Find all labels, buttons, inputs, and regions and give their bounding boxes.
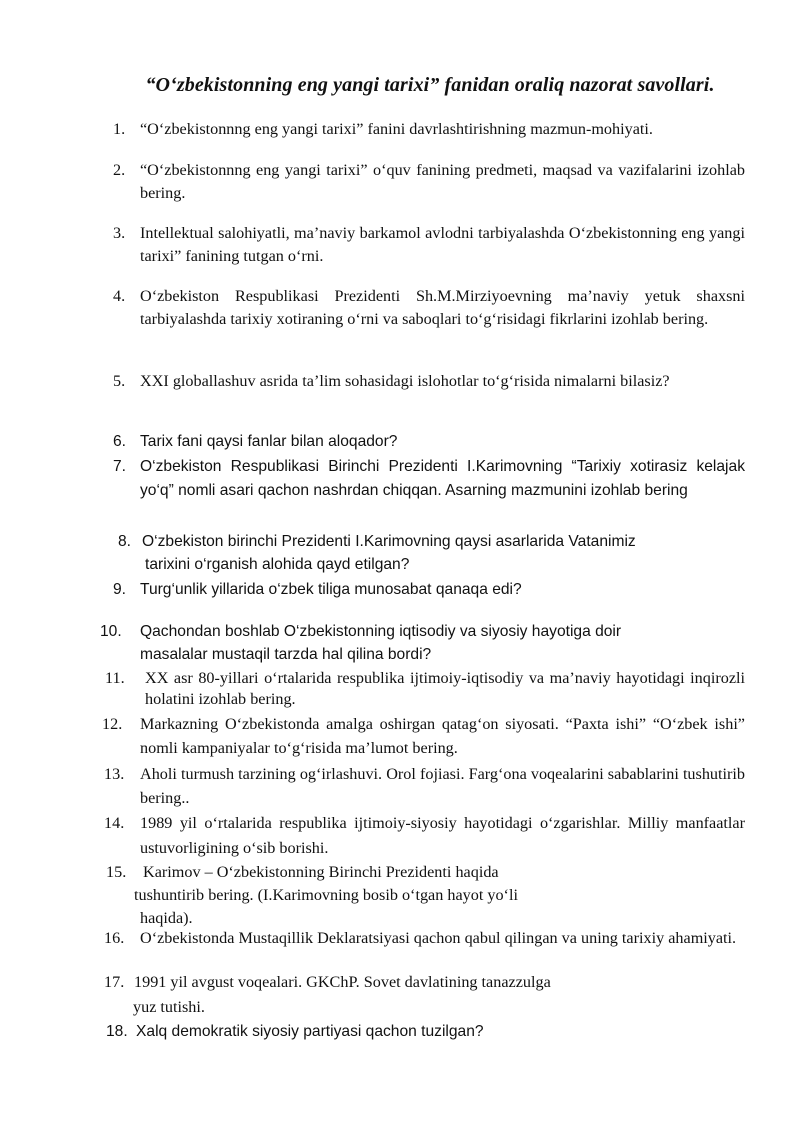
item-text: “O‘zbekistonnng eng yangi tarixi” fanini davrlashtirishning mazmun-mohiyati. (140, 120, 653, 138)
item-number: 8. (118, 533, 132, 550)
item-text: XXI globallashuv asrida ta’lim sohasidagi islohotlar to‘g‘risida nimalarni bilasiz? (140, 372, 670, 390)
item-text: Tarix fani qaysi fanlar bilan aloqador? (140, 433, 398, 450)
list-item (104, 927, 745, 950)
item-number: 18. (106, 1023, 128, 1040)
list-item (100, 620, 745, 666)
item-number: 6. (113, 433, 127, 450)
list-item (113, 578, 745, 601)
item-number: 4. (113, 287, 126, 305)
item-text: O‘zbekiston Respublikasi Birinchi Prezidenti I.Karimovning “Tarixiy xotirasiz kelajak yo‘q” nomli asari qachon nashrdan chiqqan. Asarning mazmunini izohlab bering (140, 458, 745, 499)
item-number: 1. (113, 120, 126, 138)
item-text: XX asr 80-yillari o‘rtalarida respublika ijtimoiy-iqtisodiy va ma’naviy hayotidagi inqirozli holatini izohlab bering. (145, 669, 745, 708)
item-number: 17. (104, 973, 125, 991)
list-item (118, 530, 742, 576)
list-item (113, 455, 745, 503)
list-item (113, 430, 745, 453)
item-text: Markazning O‘zbekistonda amalga oshirgan qatag‘on siyosati. “Paxta ishi” “O‘zbek ishi” nomli kampaniyalar to‘g‘risida ma’lumot bering. (140, 715, 745, 757)
item-number: 10. (100, 623, 122, 640)
item-text-line: haqida). (140, 909, 193, 927)
list-item (104, 762, 745, 810)
item-number: 11. (105, 669, 125, 687)
item-text-line: O‘zbekiston birinchi Prezidenti I.Karimovning qaysi asarlarida Vatanimiz (142, 533, 636, 550)
list-item (113, 118, 745, 141)
item-text-line: 1991 yil avgust voqealari. GKChP. Sovet davlatining tanazzulga (134, 973, 551, 991)
list-item (106, 1020, 741, 1043)
item-number: 9. (113, 581, 127, 598)
item-text: Turg‘unlik yillarida o‘zbek tiliga munosabat qanaqa edi? (140, 581, 522, 598)
list-item (105, 668, 745, 710)
item-text-line: Karimov – O‘zbekistonning Birinchi Prezidenti haqida (143, 863, 499, 881)
item-number: 5. (113, 372, 126, 390)
list-item (104, 970, 730, 1020)
item-text-line: Qachondan boshlab O‘zbekistonning iqtisodiy va siyosiy hayotiga doir (140, 623, 622, 640)
item-number: 16. (104, 929, 125, 947)
item-text: Xalq demokratik siyosiy partiyasi qachon tuzilgan? (136, 1023, 484, 1040)
item-text: O‘zbekistonda Mustaqillik Deklaratsiyasi qachon qabul qilingan va uning tarixiy ahamiyati. (140, 929, 737, 947)
item-text-line: tarixini o‘rganish alohida qayd etilgan? (145, 556, 410, 573)
item-number: 3. (113, 224, 126, 242)
list-item (113, 222, 745, 268)
page-title: “O‘zbekistonning eng yangi tarixi” fanidan oraliq nazorat savollari. (145, 74, 715, 96)
list-item (102, 712, 745, 760)
item-number: 14. (104, 814, 125, 832)
item-number: 7. (113, 458, 127, 475)
item-text-line: yuz tutishi. (133, 998, 205, 1016)
item-text: Intellektual salohiyatli, ma’naviy barkamol avlodni tarbiyalashda O‘zbekistonning eng yangi tarixi” fanining tutgan o‘rni. (140, 224, 745, 265)
list-item (113, 159, 745, 205)
list-item (113, 285, 745, 331)
list-item (106, 861, 745, 930)
item-text: 1989 yil o‘rtalarida respublika ijtimoiy-siyosiy hayotidagi o‘zgarishlar. Milliy manfaatlar ustuvorligining o‘sib borishi. (140, 814, 745, 857)
item-number: 15. (106, 863, 127, 881)
item-text-line: tushuntirib bering. (I.Karimovning bosib o‘tgan hayot yo‘li (134, 886, 518, 904)
item-number: 12. (102, 715, 123, 733)
item-number: 13. (104, 765, 125, 783)
item-text: Aholi turmush tarzining og‘irlashuvi. Orol fojiasi. Farg‘ona voqealarini sabablarini tushutirib bering.. (140, 765, 745, 807)
item-text: “O‘zbekistonnng eng yangi tarixi” o‘quv fanining predmeti, maqsad va vazifalarini izohlab bering. (140, 161, 745, 202)
item-number: 2. (113, 161, 126, 179)
item-text-line: masalalar mustaqil tarzda hal qilina bordi? (140, 646, 432, 663)
item-text: O‘zbekiston Respublikasi Prezidenti Sh.M.Mirziyoevning ma’naviy yetuk shaxsni tarbiyalashda tarixiy xotiraning o‘rni va saboqlari to‘g‘risidagi fikrlarini izohlab bering. (140, 287, 745, 328)
list-item (113, 370, 745, 393)
list-item (104, 811, 745, 861)
